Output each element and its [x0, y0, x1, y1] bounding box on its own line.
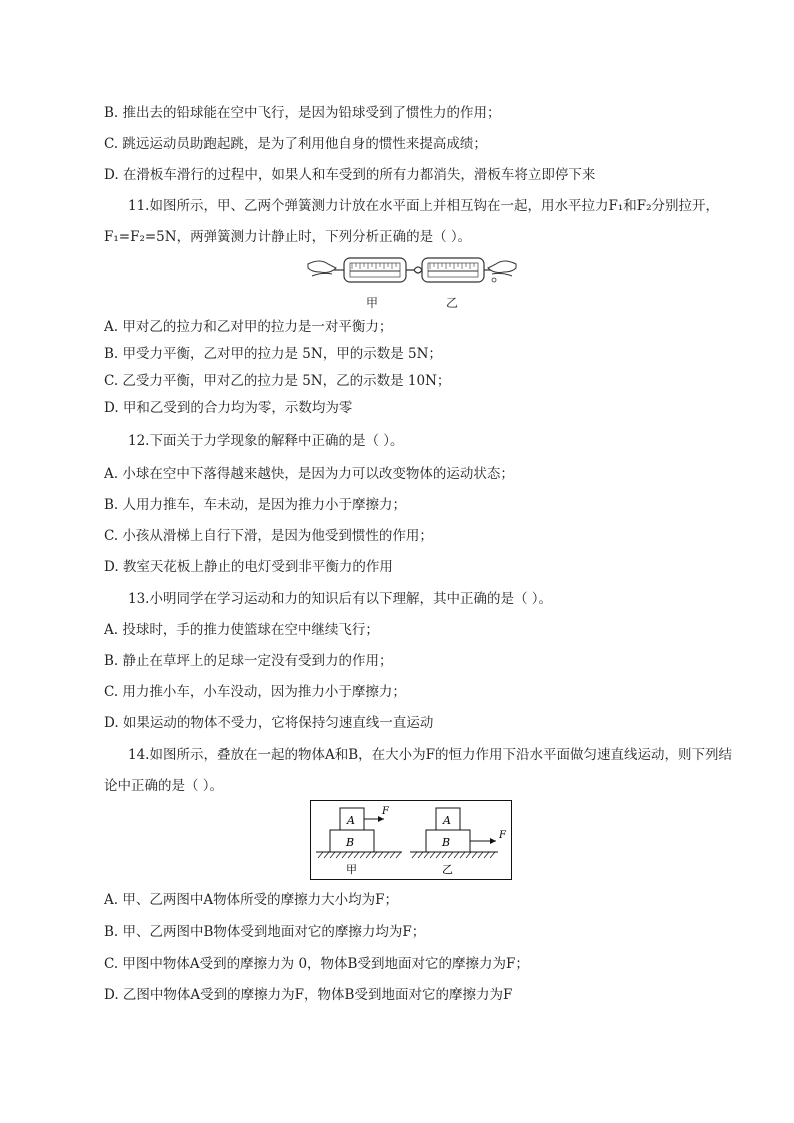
- q11-option-c: C. 乙受力平衡，甲对乙的拉力是 5N，乙的示数是 10N；: [104, 373, 451, 389]
- q14-option-c: C. 甲图中物体A受到的摩擦力为 0，物体B受到地面对它的摩擦力为F；: [104, 956, 529, 972]
- q12-option-c: C. 小孩从滑梯上自行下滑，是因为他受到惯性的作用；: [104, 528, 433, 544]
- q10-option-b: B. 推出去的铅球能在空中飞行，是因为铅球受到了惯性力的作用；: [104, 105, 501, 121]
- fig14-right-force-label: F: [499, 830, 506, 841]
- q10-option-c: C. 跳远运动员助跑起跳，是为了利用他自身的惯性来提高成绩；: [104, 136, 487, 152]
- q11-option-b: B. 甲受力平衡，乙对甲的拉力是 5N，甲的示数是 5N；: [104, 346, 442, 362]
- q13-option-a: A. 投球时，手的推力使篮球在空中继续飞行；: [104, 622, 379, 638]
- q12-option-b: B. 人用力推车，车未动，是因为推力小于摩擦力；: [104, 497, 407, 513]
- q14-stem-line1: 14.如图所示，叠放在一起的物体A和B，在大小为F的恒力作用下沿水平面做匀速直线运动，则下列结: [128, 747, 733, 763]
- q14-option-a: A. 甲、乙两图中A物体所受的摩擦力大小均为F；: [104, 892, 398, 908]
- q14-stem-line2: 论中正确的是（ ）。: [104, 778, 224, 794]
- q13-option-c: C. 用力推小车，小车没动，因为推力小于摩擦力；: [104, 684, 406, 700]
- fig11-label-right: 乙: [446, 296, 459, 310]
- q12-option-d: D. 教室天花板上静止的电灯受到非平衡力的作用: [104, 559, 393, 575]
- fig14-left-label-a: A: [347, 814, 355, 827]
- q11-option-a: A. 甲对乙的拉力和乙对甲的拉力是一对平衡力；: [104, 319, 393, 335]
- q13-stem: 13.小明同学在学习运动和力的知识后有以下理解，其中正确的是（ ）。: [128, 591, 553, 607]
- fig11-label-left: 甲: [366, 296, 379, 310]
- fig14-label-right: 乙: [442, 863, 453, 876]
- spring-scale-figure: [306, 250, 518, 294]
- fig14-left-label-b: B: [346, 836, 355, 849]
- q11-option-d: D. 甲和乙受到的合力均为零，示数均为零: [104, 400, 353, 416]
- q14-option-d: D. 乙图中物体A受到的摩擦力为F，物体B受到地面对它的摩擦力为F: [104, 987, 513, 1003]
- q13-option-d: D. 如果运动的物体不受力，它将保持匀速直线一直运动: [104, 715, 434, 731]
- fig14-right-label-a: A: [443, 814, 451, 827]
- q12-stem: 12.下面关于力学现象的解释中正确的是（ ）。: [128, 433, 404, 449]
- blocks-figure: [310, 800, 512, 880]
- q11-stem-line1: 11.如图所示，甲、乙两个弹簧测力计放在水平面上并相互钩在一起，用水平拉力F₁和F₂分别拉开，: [128, 198, 720, 214]
- q13-option-b: B. 静止在草坪上的足球一定没有受到力的作用；: [104, 653, 393, 669]
- q10-option-d: D. 在滑板车滑行的过程中，如果人和车受到的所有力都消失，滑板车将立即停下来: [104, 167, 596, 183]
- fig14-right-label-b: B: [442, 836, 451, 849]
- q14-option-b: B. 甲、乙两图中B物体受到地面对它的摩擦力均为F；: [104, 924, 426, 940]
- fig14-left-force-label: F: [382, 806, 389, 817]
- q12-option-a: A. 小球在空中下落得越来越快，是因为力可以改变物体的运动状态；: [104, 466, 514, 482]
- q11-stem-line2: F₁=F₂=5N，两弹簧测力计静止时，下列分析正确的是（ ）。: [104, 229, 472, 245]
- fig14-label-left: 甲: [346, 863, 357, 876]
